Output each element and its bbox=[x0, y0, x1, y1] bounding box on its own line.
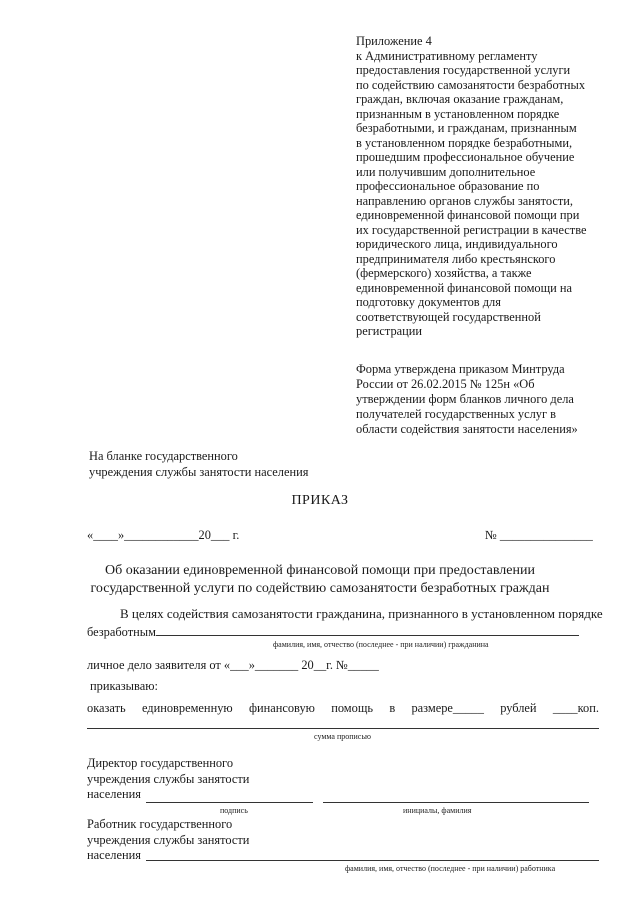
order-subject bbox=[0, 562, 640, 598]
order-date-field[interactable]: «____»____________20___ г. bbox=[87, 528, 240, 542]
assign-row bbox=[87, 701, 599, 716]
appendix-line: профессиональное образование по bbox=[356, 179, 540, 193]
director-line-2: учреждения службы занятости bbox=[87, 771, 250, 786]
appendix-line: граждан, включая оказание гражданам, bbox=[356, 92, 564, 106]
signature-hint: подпись bbox=[220, 806, 248, 815]
letterhead-line-2: учреждения службы занятости населения bbox=[89, 465, 309, 479]
citizen-name-field[interactable] bbox=[156, 624, 579, 636]
appendix-line: единовременной финансовой помощи при bbox=[356, 208, 580, 222]
document-title: ПРИКАЗ bbox=[291, 493, 349, 508]
appendix-line: к Административному регламенту bbox=[356, 48, 538, 63]
appendix-line: в установленном порядке безработными, bbox=[356, 135, 573, 150]
approval-line: получателей государственных услуг в bbox=[356, 407, 556, 421]
assign-word: оказать bbox=[87, 701, 126, 715]
appendix-line: регистрации bbox=[356, 324, 423, 338]
appendix-line: предпринимателя либо крестьянского bbox=[356, 251, 556, 266]
assign-word: рублей bbox=[500, 701, 537, 715]
director-line-1: Директор государственного bbox=[87, 756, 234, 770]
amount-in-words-field[interactable] bbox=[87, 728, 599, 729]
initials-hint: инициалы, фамилия bbox=[403, 806, 472, 815]
worker-name-field[interactable] bbox=[146, 860, 599, 861]
appendix-line: соответствующей государственной bbox=[356, 309, 541, 324]
appendix-line: направлению органов службы занятости, bbox=[356, 193, 573, 208]
appendix-line: предоставления государственной услуги bbox=[356, 63, 571, 77]
unemployed-row bbox=[87, 624, 579, 640]
worker-line-3: населения bbox=[87, 848, 141, 862]
appendix-line: признанным в установленном порядке bbox=[356, 106, 560, 121]
assign-word: единовременную bbox=[141, 701, 233, 715]
appendix-line: (фермерского) хозяйства, а также bbox=[356, 266, 532, 280]
approval-line: Форма утверждена приказом Минтруда bbox=[356, 362, 565, 376]
appendix-line: или получившим дополнительное bbox=[356, 164, 536, 179]
appendix-line: единовременной финансовой помощи на bbox=[356, 280, 573, 295]
order-word: приказываю: bbox=[90, 679, 158, 693]
appendix-line: Приложение 4 bbox=[356, 34, 432, 48]
letterhead-note bbox=[89, 448, 308, 480]
worker-line-2: учреждения службы занятости bbox=[87, 832, 250, 847]
director-initials-field[interactable] bbox=[323, 802, 589, 803]
director-signature-field[interactable] bbox=[146, 802, 313, 803]
director-block bbox=[87, 756, 249, 803]
appendix-line: по содействию самозанятости безработных bbox=[356, 77, 586, 92]
unemployed-label: безработным bbox=[87, 625, 156, 639]
assign-word: в bbox=[389, 701, 396, 715]
appendix-line: подготовку документов для bbox=[356, 295, 501, 309]
worker-line-1: Работник государственного bbox=[87, 817, 233, 831]
approval-line: России от 26.02.2015 № 125н «Об bbox=[356, 377, 535, 391]
director-line-3: населения bbox=[87, 787, 141, 801]
worker-name-hint: фамилия, имя, отчество (последнее - при наличии) работника bbox=[345, 864, 556, 873]
amount-rubles-field[interactable]: размере_____ bbox=[411, 701, 484, 715]
letterhead-line-1: На бланке государственного bbox=[89, 449, 238, 463]
worker-block bbox=[87, 817, 249, 864]
amount-in-words-hint: сумма прописью bbox=[314, 732, 371, 741]
subject-line-2: государственной услуги по содействию самозанятости безработных граждан bbox=[90, 581, 550, 596]
appendix-block bbox=[356, 34, 601, 339]
purpose-text: В целях содействия самозанятости гражданина, признанного в установленном порядке bbox=[120, 606, 603, 621]
subject-line-1: Об оказании единовременной финансовой помощи при предоставлении bbox=[105, 563, 535, 578]
approval-note bbox=[356, 362, 601, 437]
case-file-field[interactable]: личное дело заявителя от «___»_______ 20__г. №_____ bbox=[87, 658, 379, 672]
appendix-line: юридического лица, индивидуального bbox=[356, 237, 558, 251]
approval-line: области содействия занятости населения» bbox=[356, 422, 578, 436]
assign-word: финансовую bbox=[248, 701, 315, 715]
order-number-field[interactable]: № _______________ bbox=[485, 528, 593, 542]
appendix-line: их государственной регистрации в качестве bbox=[356, 222, 587, 237]
appendix-line: прошедшим профессиональное обучение bbox=[356, 150, 575, 164]
amount-kopecks-field[interactable]: ____коп. bbox=[552, 701, 599, 715]
appendix-line: безработными, и гражданам, признанным bbox=[356, 121, 577, 135]
citizen-name-hint: фамилия, имя, отчество (последнее - при наличии) гражданина bbox=[273, 640, 489, 649]
approval-line: утверждении форм бланков личного дела bbox=[356, 392, 574, 406]
assign-word: помощь bbox=[331, 701, 374, 715]
